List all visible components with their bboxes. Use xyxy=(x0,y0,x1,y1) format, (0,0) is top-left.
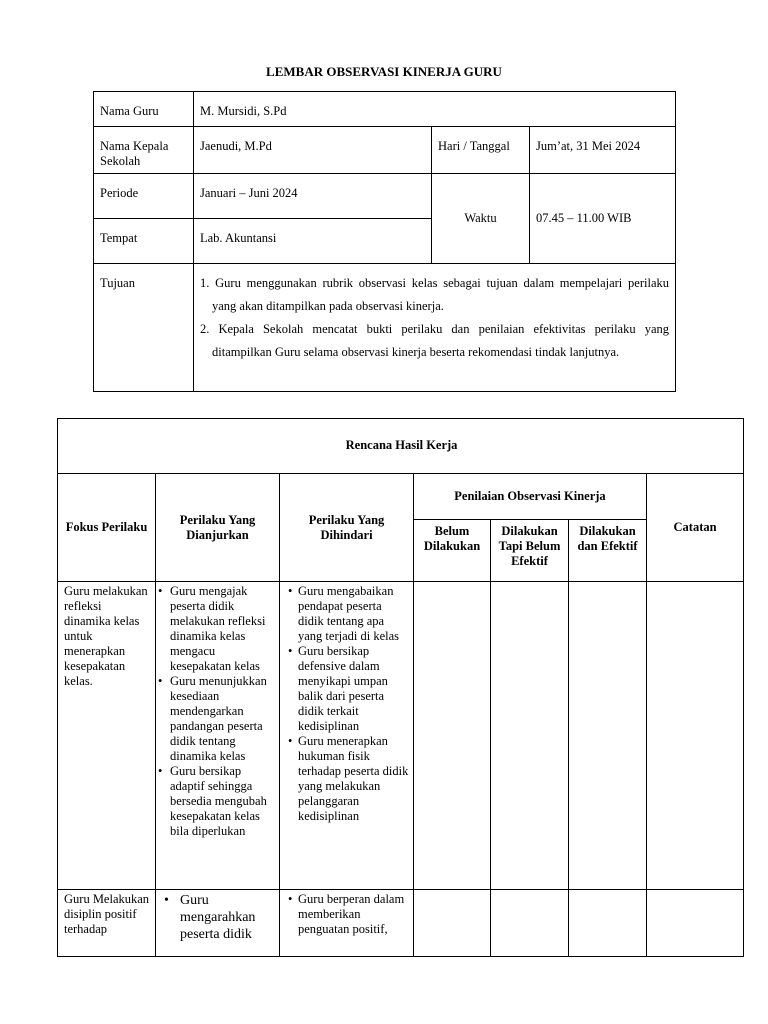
header-fokus: Fokus Perilaku xyxy=(58,474,156,582)
info-table xyxy=(93,91,676,392)
belum-cell xyxy=(414,890,491,957)
dianjurkan-cell xyxy=(156,890,280,957)
tempat-label: Tempat xyxy=(94,219,194,264)
tujuan-value xyxy=(194,264,676,392)
efektif-cell xyxy=(569,582,647,890)
hari-label: Hari / Tanggal xyxy=(432,127,530,174)
catatan-cell xyxy=(647,890,744,957)
list-item: • Guru mengabaikan pendapat peserta didik tentang apa yang terjadi di kelas xyxy=(286,584,409,644)
tidak-efektif-cell xyxy=(491,582,569,890)
fokus-cell: Guru Melakukan disiplin positif terhadap xyxy=(58,890,156,957)
waktu-value: 07.45 – 11.00 WIB xyxy=(530,174,676,264)
dihindari-cell xyxy=(280,582,414,890)
rencana-table xyxy=(57,418,744,957)
header-dihindari: Perilaku Yang Dihindari xyxy=(280,474,414,582)
rencana-title: Rencana Hasil Kerja xyxy=(58,419,744,474)
page-title: LEMBAR OBSERVASI KINERJA GURU xyxy=(266,64,502,79)
header-catatan: Catatan xyxy=(647,474,744,582)
tidak-efektif-cell xyxy=(491,890,569,957)
tujuan-item: 1. Guru menggunakan rubrik observasi kelas sebagai tujuan dalam mempelajari perilaku yang akan ditampilkan pada observasi kinerja. xyxy=(200,276,670,313)
header-belum: Belum Dilakukan xyxy=(414,520,491,582)
list-item: • Guru menunjukkan kesediaan mendengarkan pandangan peserta didik tentang dinamika kelas xyxy=(162,674,275,764)
nama-guru-value: M. Mursidi, S.Pd xyxy=(194,92,676,127)
hari-value: Jum’at, 31 Mei 2024 xyxy=(530,127,676,174)
dianjurkan-list xyxy=(162,584,275,839)
tujuan-item: 2. Kepala Sekolah mencatat bukti perilaku dan penilaian efektivitas perilaku yang ditampilkan Guru selama observasi kinerja beserta rekomendasi tindak lanjutnya. xyxy=(200,322,670,359)
list-item: • Guru mengarahkan peserta didik xyxy=(162,892,275,943)
periode-label: Periode xyxy=(94,174,194,219)
tujuan-list xyxy=(200,272,669,364)
efektif-cell xyxy=(569,890,647,957)
list-item: • Guru mengajak peserta didik melakukan refleksi dinamika kelas mengacu kesepakatan kelas xyxy=(162,584,275,674)
tujuan-label: Tujuan xyxy=(94,264,194,392)
nama-guru-label: Nama Guru xyxy=(94,92,194,127)
dihindari-list xyxy=(286,584,409,824)
dihindari-cell xyxy=(280,890,414,957)
list-item: • Guru menerapkan hukuman fisik terhadap peserta didik yang melakukan pelanggaran kedisiplinan xyxy=(286,734,409,824)
belum-cell xyxy=(414,582,491,890)
list-item: • Guru bersikap defensive dalam menyikapi umpan balik dari peserta didik terkait kedisiplinan xyxy=(286,644,409,734)
fokus-cell: Guru melakukan refleksi dinamika kelas untuk menerapkan kesepakatan kelas. xyxy=(58,582,156,890)
periode-value: Januari – Juni 2024 xyxy=(194,174,432,219)
table-row xyxy=(58,890,744,957)
table-row xyxy=(58,582,744,890)
catatan-cell xyxy=(647,582,744,890)
header-dianjurkan: Perilaku Yang Dianjurkan xyxy=(156,474,280,582)
list-item: • Guru bersikap adaptif sehingga bersedia mengubah kesepakatan kelas bila diperlukan xyxy=(162,764,275,839)
kepala-value: Jaenudi, M.Pd xyxy=(194,127,432,174)
header-penilaian: Penilaian Observasi Kinerja xyxy=(414,474,647,520)
waktu-label: Waktu xyxy=(432,174,530,264)
header-tidak-efektif: Dilakukan Tapi Belum Efektif xyxy=(491,520,569,582)
tempat-value: Lab. Akuntansi xyxy=(194,219,432,264)
dianjurkan-list xyxy=(162,892,275,943)
kepala-label: Nama Kepala Sekolah xyxy=(94,127,194,174)
header-efektif: Dilakukan dan Efektif xyxy=(569,520,647,582)
list-item: • Guru berperan dalam memberikan penguatan positif, xyxy=(286,892,409,937)
dihindari-list xyxy=(286,892,409,937)
dianjurkan-cell xyxy=(156,582,280,890)
